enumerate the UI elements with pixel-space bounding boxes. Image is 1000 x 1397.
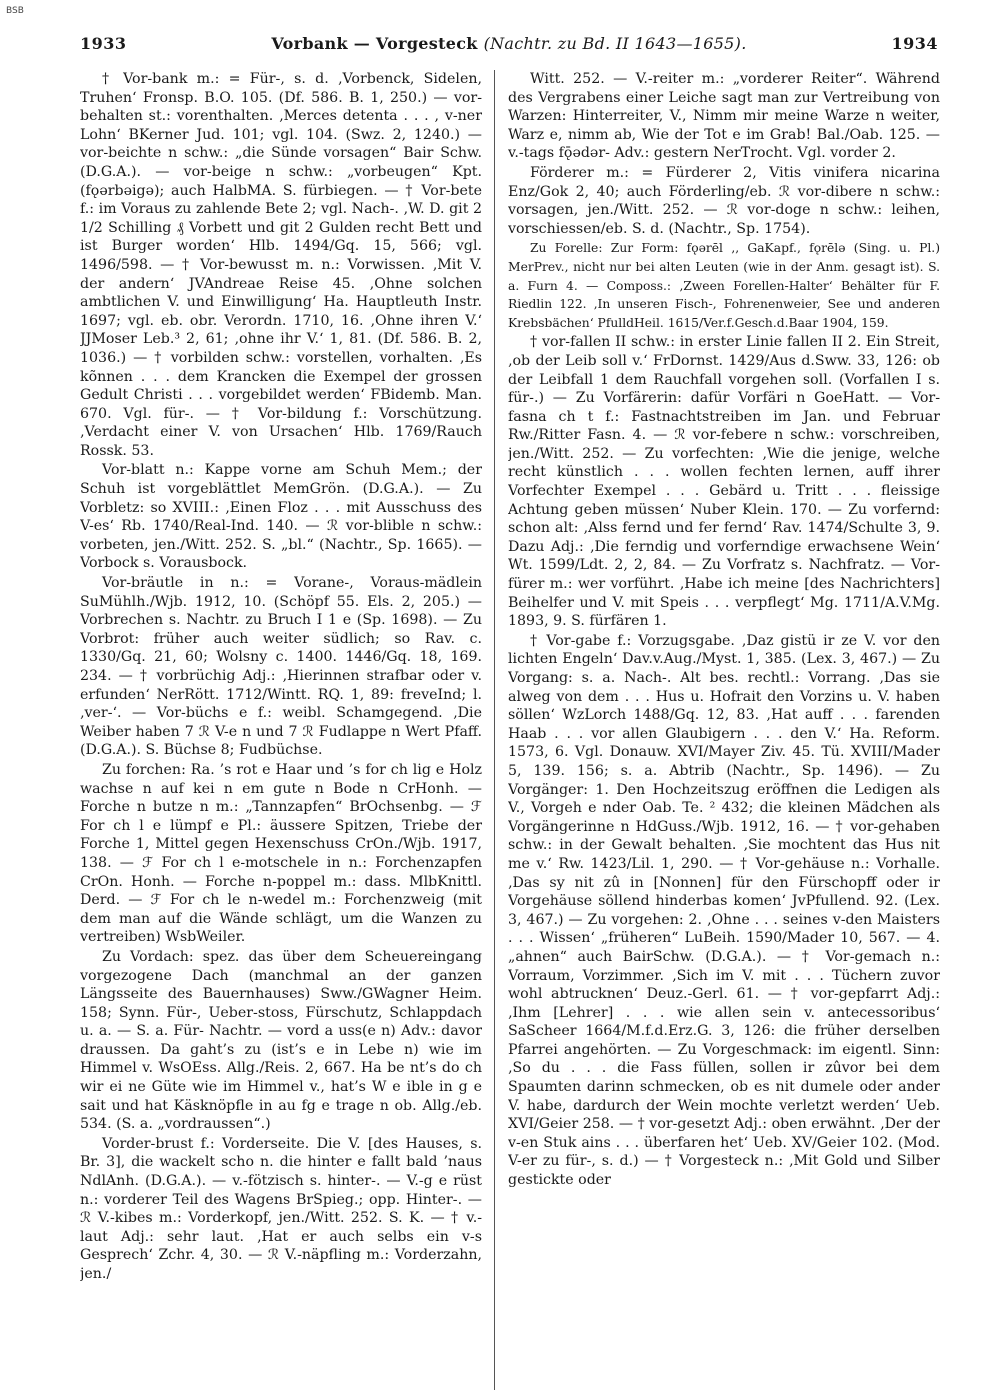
library-mark: BSB — [6, 6, 24, 16]
entry-vorfallen: † vor-fallen II schw.: in erster Linie fallen II 2. Ein Streit, ‚ob der Leib soll v.‘ FrDornst. 1429/Aus d.Sww. 33, 126: ob der Leibfall 1 dem Rauchfall vorgehen soll. (Vorfallen I s. für-.) — Zu Vorfärerin: dafür Vorfäri n GoeHatt. — Vor-fasna ch t f.: Fastnachtstreiben im Jan. und Februar Rw./Ritter Fasn. 4. — ℛ vor-febere n schw.: vorschreiben, jen./Witt. 252. — Zu vorfechten: ‚Wie die jenige, welche recht künstlich . . . wollen fechten lernen, auff ihrer Vorfechter Exempel . . . Gebärd u. Tritt . . . fleissige Achtung geben müssen‘ Nuber Klein. 170. — Zu vorfernd: schon alt: ‚Alss fernd und fer fernd‘ Rav. 1474/Schulte 3, 9. Dazu Adj.: ‚Die ferndig und vorferndige erwachsene Wein‘ Wt. 1599/Ldt. 2, 2, 84. — Zu Vorfratz s. Nachfratz. — Vor-fürer m.: wer vorführt. ‚Habe ich meine [des Nachrichters] Beihelfer und V. mit Speis . . . verpflegt‘ Mg. 1711/A.V.Mg. 1893, 9. S. fürfären 1. — [508, 334, 940, 630]
entry-vorderreiter: Witt. 252. — V.-reiter m.: „vorderer Reiter“. Während des Vergrabens einer Leiche sagt man zur Vertreibung von Warzen: Hinterreiter, V., Nimm mir meine Warze n weiter, Warz e, nimm ab, Wie der Tot e im Grab! Bal./Oab. 125. — v.-tags fǭədər- Adv.: gestern NerTrocht. Vgl. vorder 2. — [508, 71, 940, 162]
title-main: Vorbank — Vorgesteck — [271, 34, 478, 53]
entry-forchen: Zu forchen: Ra. ’s rot e Haar und ’s for ch lig e Holz wachse n auf kei n em gute n Bode n CrHonh. — Forche n butze n m.: „Tannzapfen“ BrOchsenbg. — ℱ For ch l e lümpf e Pl.: äussere Spitzen, Triebe der Forche 1, Mittel gegen Hexenschuss CrOn./Wjb. 1917, 138. — ℱ For ch l e-motschele in n.: Forchenzapfen CrOn. Honh. — Forche n-poppel m.: dass. MlbKnittl. Derd. — ℱ For ch le n-wedel m.: Forchenzweig (mit dem man auf die Wände schlägt, um die Wanzen zu vertreiben) WsbWeiler. — [80, 761, 482, 946]
right-column — [508, 70, 940, 1380]
entry-vordach: Zu Vordach: spez. das über dem Scheuereingang vorgezogene Dach (manchmal an der ganzen Längsseite des Bauernhauses) Sww./GWagner Heim. 158; Synn. Für-, Ueber-stoss, Fürschutz, Schlappdach u. a. — S. a. Für- Nachtr. — vord a uss(e n) Adv.: davor draussen. Da gaht’s zu (ist’s e in Lebe n) wie im Himmel v. WsOEss. Allg./Reis. 2, 667. Ha be nt’s do ch wir ei ne Güte wie im Himmel v., hat’s W e ible in g e sait und hat Käsknöpfle in au fg e trage n ob. Allg./eb. 534. (S. a. „vordraussen“.) — [80, 948, 482, 1133]
entry-forelle: Zu Forelle: Zur Form: fǫərēl ‚, GaKapf., fǫrēlə (Sing. u. Pl.) MerPrev., nicht nur bei alten Leuten (wie in der Anm. gesagt ist). S. a. Furn 4. — Composs.: ‚Zween Forellen-Halter‘ Behälter für F. Riedlin 122. ‚In unseren Fisch-, Fohrenenweier, See und anderen Krebsbächen‘ PfulldHeil. 1615/Ver.f.Gesch.d.Baar 1904, 159. — [508, 241, 940, 330]
entry-vorbraeutlein: Vor-bräutle in n.: = Vorane-, Voraus-mädlein SuMühlh./Wjb. 1912, 10. (Schöpf 55. Els. 2, 205.) — Vorbrechen s. Nachtr. zu Bruch I 1 e (Sp. 1698). — Zu Vorbrot: früher auch weiter südlich; so Rav. c. 1330/Gq. 21, 60; Wolsny c. 1400. 1446/Gq. 18, 169. 234. — † vorbrüchig Adj.: ‚Hierinnen strafbar oder v. erfunden‘ NerRött. 1712/Wintt. RQ. 1, 89: freveInd; l. ‚ver-‘. — Vor-büchs e f.: weibl. Schamgegend. ‚Die Weiber haben 7 ℛ V-e n und 7 ℛ Fudlappe n Wert Pfaff. (D.G.A.). S. Büchse 8; Fudbüchse. — [80, 575, 482, 759]
entry-vorblatt: Vor-blatt n.: Kappe vorne am Schuh Mem.; der Schuh ist vorgeblättlet MemGrön. (D.G.A.). — Zu Vorbletz: so XVIII.: ‚Einen Floz . . . mit Ausschuss des V-es‘ Rb. 1740/Real-Ind. 140. — ℛ vor-blible n schw.: vorbeten, jen./Witt. 252. S. „bl.“ (Nachtr., Sp. 1665). — Vorbock s. Vorausbock. — [80, 462, 482, 572]
entry-vorderbrust: Vorder-brust f.: Vorderseite. Die V. [des Hauses, s. Br. 3], die wackelt scho n. die hinter e fallt bald ’naus NdlAnh. (D.G.A.). — v.-fötzisch s. hinter-. — V.-g e rüst n.: vorderer Teil des Wagens BrSpieg.; opp. Hinter-. — ℛ V.-kibes m.: Vorderkopf, jen./Witt. 252. S. K. — † v.-laut Adj.: sehr laut. ‚Hat er auch selbs ein v-s Gesprech‘ Zchr. 4, 30. — ℛ V.-näpfling m.: Vorderzahn, jen./ — [80, 1135, 482, 1282]
column-divider — [494, 70, 495, 1390]
running-head — [80, 34, 938, 60]
page-title — [127, 34, 892, 53]
column-number-right: 1934 — [891, 34, 938, 53]
entry-foerderer: Förderer m.: = Fürderer 2, Vitis vinifera nicarina Enz/Gok 2, 40; auch Förderling/eb. ℛ vor-dibere n schw.: vorsagen, jen./Witt. 252. — ℛ vor-doge n schw.: leihen, vorschiessen/eb. S. d. (Nachtr., Sp. 1754). — [508, 164, 940, 237]
entry-vorgabe: † Vor-gabe f.: Vorzugsgabe. ‚Daz gistü ir ze V. vor den lichten Engeln‘ Dav.v.Aug./Myst. 1, 385. (Lex. 3, 467.) — Zu Vorgang: s. a. Nach-. Alt bes. rechtl.: Vorrang. ‚Das sie alweg von dem . . . Hus u. Hofrait den Vorzins u. V. haben söllen‘ WzLorch 1488/Gq. 12, 83. ‚Hat auff . . . farenden Haab . . . vor allen Glaubigern . . . den V.‘ Ha. Reform. 1573, 6. Vgl. Donauw. XVI/Mayer Ziv. 45. Tü. XVIII/Mader 5, 139. 156; s. a. Abtrib (Nachtr., Sp. 1496). — Zu Vorgänger: 1. Den Hochzeitszug eröffnen die Ledigen als V., Vorgeh e nder Oab. Te. ² 432; die kleinen Mädchen als Vorgängerinne n HdGuss./Wjb. 1912, 16. — † vor-gehaben schw.: in der Gewalt behalten. ‚Sie mochtent das Hus nit me v.‘ Rw. 1423/Lil. 1, 290. — † Vor-gehäuse n.: Vorhalle. ‚Das sy nit zû in [Nonnen] für den Fürschopff oder ir Vorgehäuse söllend hinderbas komen‘ JvPfullend. 92. (Lex. 3, 467.) — Zu vorgehen: 2. ‚Ohne . . . seines v-den Maisters . . . Wissen‘ „früheren“ LuBeih. 1590/Mader 10, 567. — 4. „ahnen“ auch BairSchw. (D.G.A.). — † Vor-gemach n.: Vorraum, Vorzimmer. ‚Sich im V. mit . . . Tüchern zuvor wohl abtrucknen‘ Deuz.-Gerl. 61. — † vor-gepfarrt Adj.: ‚Ihm [Lehrer] . . . wie allen sein v. antecessoribus‘ SaScheer 1664/M.f.d.Erz.G. 3, 126: die früher derselben Pfarrei angehörten. — Zu Vorgeschmack: im eigentl. Sinn: ‚So du . . . die Fass füllen, sollen ir zûvor bei dem Spaumten darinn schmecken, ob es nit dumele oder ander V. habe, dardurch der Wein mochte verletzt werden‘ Ueb. XVI/Geier 258. — † vor-gesetzt Adj.: oben erwähnt. ‚Der der v-en Stuk ains . . . überfaren het‘ Ueb. XV/Geier 102. (Mod. V-er zu für-, s. d.) — † Vorgesteck n.: ‚Mit Gold und Silber gestickte oder — [508, 632, 940, 1189]
column-number-left: 1933 — [80, 34, 127, 53]
title-note: (Nachtr. zu Bd. II 1643—1655). — [483, 34, 747, 53]
entry-vorbank: † Vor-bank m.: = Für-, s. d. ‚Vorbenck, Sidelen, Truhen‘ Fronsp. B.O. 105. (Df. 586. B. 1, 250.) — vor-behalten st.: vorenthalten. ‚Merces detenta . . . , v-ner Lohn‘ BKerner Jud. 101; vgl. 104. (Swz. 2, 1240.) — vor-beichte n schw.: „die Sünde vorsagen“ Bair Schw. (D.G.A.). — vor-beige n schw.: „vorbeugen“ Kpt. (fǫərbəigə); auch HalbMA. S. fürbiegen. — † Vor-bete f.: im Voraus zu zahlende Bete 2; vgl. Nach-. ‚W. D. git 2 1/2 Schilling ₰ Vorbett und git 2 Gulden recht Bett und ist Burger worden‘ Hlb. 1494/Gq. 15, 566; vgl. 1496/598. — † Vor-bewusst m. n.: Vorwissen. ‚Mit V. der andern‘ JVAndreae Reise 45. ‚Ohne solchen ambtlichen V. und Einwilligung‘ Ha. Hauptleuth Instr. 1697; vgl. eb. obr. Verordn. 1710, 16. ‚Ohne ihren V.‘ JJMoser Leb.³ 2, 61; ‚ohne ihr V.‘ 1, 81. (Df. 586. B. 2, 1036.) — † vorbilden schw.: vorstellen, vorhalten. ‚Es kõnnen . . . dem Krancken die Exempel der grossen Gedult Christi . . . vorgebildet werden‘ FBidemb. Man. 670. Vgl. für-. — † Vor-bildung f.: Vorschützung. ‚Verdacht einer V. von Ursachen‘ Hlb. 1769/Rauch Rossk. 53. — [80, 71, 482, 459]
left-column — [80, 70, 482, 1380]
